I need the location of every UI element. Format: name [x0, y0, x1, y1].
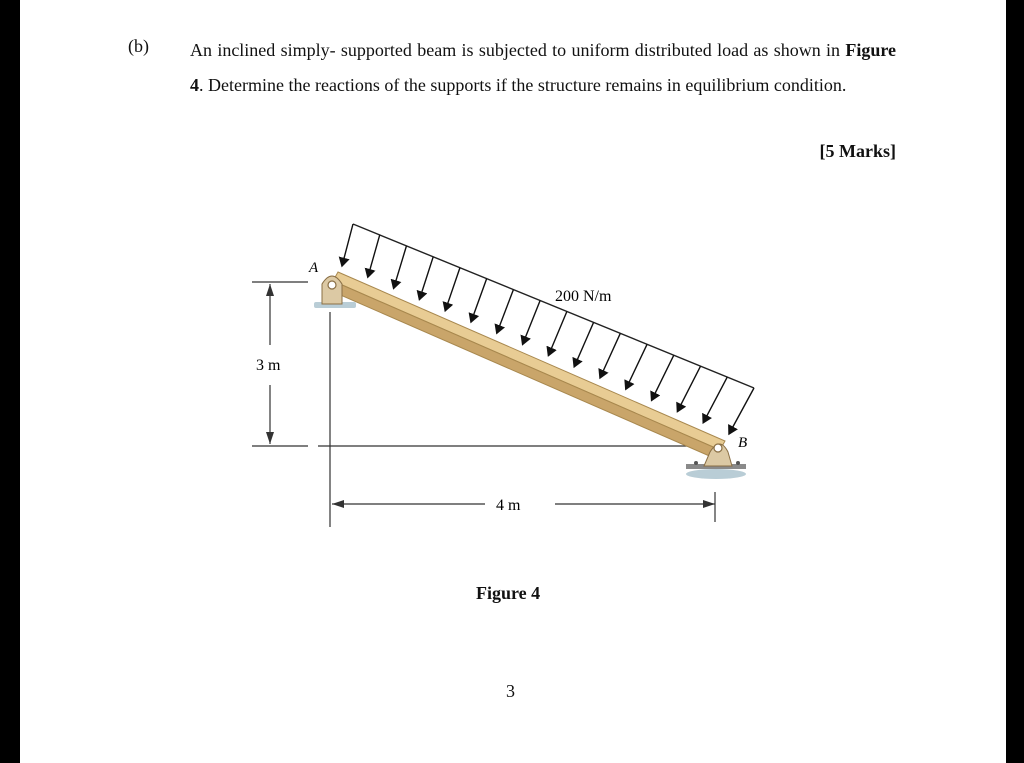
bolt-left	[694, 461, 698, 465]
span-dimension	[332, 492, 715, 522]
load-arrow	[497, 290, 514, 334]
load-arrow	[419, 257, 433, 300]
support-a-label: A	[309, 260, 319, 276]
load-arrow	[652, 355, 674, 400]
beam-side-face	[329, 281, 720, 458]
load-arrow	[600, 333, 620, 378]
load-arrow	[445, 268, 460, 311]
load-arrow	[523, 301, 541, 345]
load-arrow	[626, 344, 647, 389]
question-text-part1: An inclined simply- supported beam is subjected to uniform distributed load as shown in	[190, 40, 846, 60]
load-arrow	[368, 235, 380, 277]
load-arrow	[394, 246, 407, 289]
question-text-part2: . Determine the reactions of the supports if the structure remains in equilibrium condition.	[199, 75, 847, 95]
load-arrow	[342, 224, 353, 266]
load-label: 200 N/m	[555, 288, 612, 305]
load-arrow	[677, 366, 700, 411]
ground-b	[686, 469, 746, 479]
span-label: 4 m	[496, 497, 521, 514]
load-arrow	[703, 377, 727, 423]
distributed-load	[342, 224, 754, 434]
load-arrow	[729, 388, 754, 434]
question-label: (b)	[128, 36, 149, 56]
load-arrow	[574, 322, 593, 366]
inclined-beam	[329, 272, 725, 458]
pin-b	[714, 444, 722, 452]
load-arrow	[471, 279, 487, 322]
beam-diagram	[20, 0, 1006, 763]
height-label: 3 m	[256, 357, 281, 374]
support-b-label: B	[738, 435, 748, 451]
marks-label: [5 Marks]	[819, 141, 896, 161]
figure-caption: Figure 4	[476, 583, 541, 603]
figure-reference: Figure 4	[190, 40, 896, 95]
pin-a	[328, 281, 336, 289]
load-arrow	[548, 311, 566, 355]
page-number: 3	[506, 681, 515, 701]
load-arrows	[342, 224, 754, 434]
beam-top-face	[333, 272, 725, 450]
pin-bracket-a	[322, 276, 342, 304]
document-page	[20, 0, 1006, 763]
bolt-right	[736, 461, 740, 465]
